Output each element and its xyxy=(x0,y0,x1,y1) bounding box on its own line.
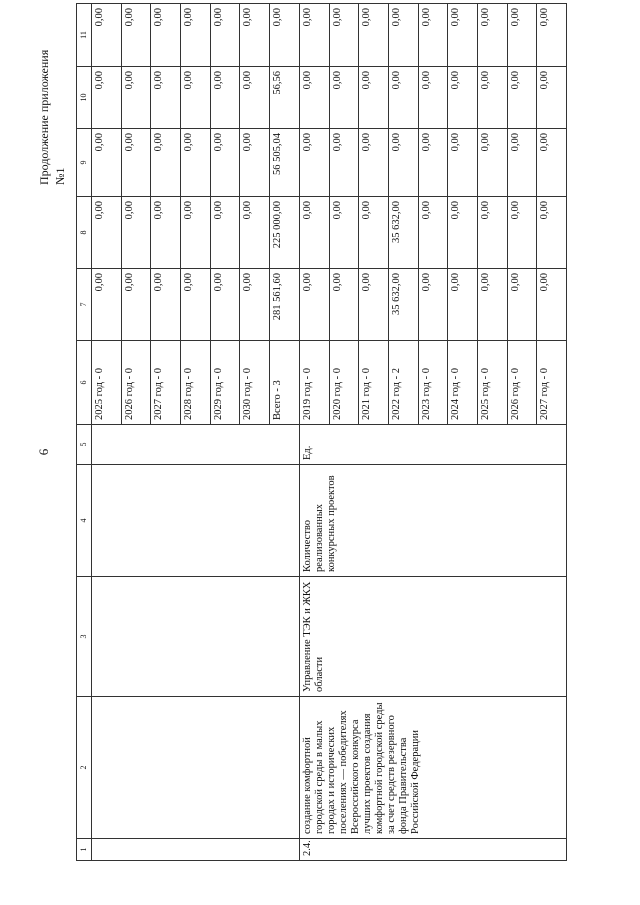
period-cell: 2024 год - 0 xyxy=(448,341,478,425)
value-cell: 0,00 xyxy=(448,4,478,67)
budget-table xyxy=(76,3,567,861)
cell-empty xyxy=(92,697,300,839)
period-cell: 2020 год - 0 xyxy=(329,341,359,425)
value-cell: 0,00 xyxy=(329,197,359,269)
col-header: 8 xyxy=(77,197,92,269)
value-cell: 0,00 xyxy=(151,67,181,129)
value-cell: 0,00 xyxy=(477,269,507,341)
value-cell: 0,00 xyxy=(359,129,389,197)
table-landscape xyxy=(76,8,567,861)
table-container xyxy=(76,8,567,861)
value-cell: 0,00 xyxy=(299,67,329,129)
period-cell: 2027 год - 0 xyxy=(151,341,181,425)
value-cell: 0,00 xyxy=(477,4,507,67)
value-cell: 0,00 xyxy=(507,67,537,129)
value-cell: 0,00 xyxy=(92,197,122,269)
col-header: 2 xyxy=(77,697,92,839)
value-cell: 0,00 xyxy=(537,197,567,269)
value-cell: 0,00 xyxy=(418,269,448,341)
cell-empty xyxy=(92,839,300,861)
value-cell: 0,00 xyxy=(151,4,181,67)
period-cell: 2022 год - 2 xyxy=(388,341,418,425)
value-cell: 0,00 xyxy=(388,4,418,67)
value-cell: 0,00 xyxy=(418,67,448,129)
value-cell: 0,00 xyxy=(210,4,240,67)
value-cell: 0,00 xyxy=(448,67,478,129)
value-cell: 0,00 xyxy=(151,129,181,197)
value-cell: 56,56 xyxy=(270,67,300,129)
value-cell: 0,00 xyxy=(210,269,240,341)
value-cell: 0,00 xyxy=(359,269,389,341)
appendix-title: Продолжение приложения №1 xyxy=(37,49,67,185)
period-cell: 2025 год - 0 xyxy=(92,341,122,425)
value-cell: 281 561,60 xyxy=(270,269,300,341)
value-cell: 0,00 xyxy=(537,269,567,341)
col-header: 3 xyxy=(77,577,92,697)
value-cell: 0,00 xyxy=(210,197,240,269)
value-cell: 0,00 xyxy=(448,129,478,197)
period-cell: 2021 год - 0 xyxy=(359,341,389,425)
value-cell: 0,00 xyxy=(181,4,211,67)
value-cell: 0,00 xyxy=(507,197,537,269)
col-header: 5 xyxy=(77,425,92,465)
value-cell: 0,00 xyxy=(92,129,122,197)
value-cell: 0,00 xyxy=(92,67,122,129)
cell-empty xyxy=(92,577,300,697)
period-cell: 2023 год - 0 xyxy=(418,341,448,425)
period-cell: 2026 год - 0 xyxy=(507,341,537,425)
cell-empty xyxy=(92,425,300,465)
value-cell: 0,00 xyxy=(329,67,359,129)
value-cell: 0,00 xyxy=(240,4,270,67)
value-cell: 0,00 xyxy=(299,197,329,269)
total-period-cell: Всего - 3 xyxy=(270,341,300,425)
value-cell: 0,00 xyxy=(121,4,151,67)
item-executor: Управление ТЭК и ЖКХ области xyxy=(299,577,566,697)
value-cell: 0,00 xyxy=(299,4,329,67)
value-cell: 0,00 xyxy=(121,67,151,129)
col-header: 9 xyxy=(77,129,92,197)
column-number-row xyxy=(77,4,92,861)
value-cell: 225 000,00 xyxy=(270,197,300,269)
value-cell: 35 632,00 xyxy=(388,269,418,341)
table-row xyxy=(92,4,122,861)
period-cell: 2026 год - 0 xyxy=(121,341,151,425)
value-cell: 0,00 xyxy=(388,129,418,197)
value-cell: 0,00 xyxy=(537,4,567,67)
value-cell: 0,00 xyxy=(537,67,567,129)
col-header: 10 xyxy=(77,67,92,129)
value-cell: 0,00 xyxy=(151,269,181,341)
value-cell: 0,00 xyxy=(210,129,240,197)
value-cell: 0,00 xyxy=(477,67,507,129)
value-cell: 0,00 xyxy=(477,129,507,197)
value-cell: 0,00 xyxy=(240,197,270,269)
value-cell: 0,00 xyxy=(121,269,151,341)
value-cell: 0,00 xyxy=(448,197,478,269)
value-cell: 0,00 xyxy=(537,129,567,197)
value-cell: 0,00 xyxy=(418,197,448,269)
value-cell: 0,00 xyxy=(359,197,389,269)
item-unit: Ед. xyxy=(299,425,566,465)
value-cell: 0,00 xyxy=(418,129,448,197)
value-cell: 0,00 xyxy=(121,197,151,269)
period-cell: 2028 год - 0 xyxy=(181,341,211,425)
value-cell: 0,00 xyxy=(448,269,478,341)
value-cell: 0,00 xyxy=(329,129,359,197)
value-cell: 0,00 xyxy=(181,67,211,129)
value-cell: 0,00 xyxy=(329,269,359,341)
value-cell: 0,00 xyxy=(477,197,507,269)
value-cell: 0,00 xyxy=(418,4,448,67)
page-number: 6 xyxy=(36,448,51,456)
value-cell: 0,00 xyxy=(181,269,211,341)
value-cell: 0,00 xyxy=(92,269,122,341)
value-cell: 0,00 xyxy=(507,129,537,197)
value-cell: 0,00 xyxy=(151,197,181,269)
col-header: 6 xyxy=(77,341,92,425)
value-cell: 0,00 xyxy=(181,129,211,197)
period-cell: 2027 год - 0 xyxy=(537,341,567,425)
col-header: 4 xyxy=(77,465,92,577)
value-cell: 0,00 xyxy=(299,129,329,197)
value-cell: 0,00 xyxy=(210,67,240,129)
value-cell: 0,00 xyxy=(359,4,389,67)
value-cell: 0,00 xyxy=(329,4,359,67)
value-cell: 56 505,04 xyxy=(270,129,300,197)
col-header: 11 xyxy=(77,4,92,67)
table-row xyxy=(299,4,329,861)
value-cell: 0,00 xyxy=(240,67,270,129)
period-cell: 2019 год - 0 xyxy=(299,341,329,425)
item-indicator: Количество реализованных конкурсных проектов xyxy=(299,465,566,577)
item-name: создание комфортной городской среды в малых городах и исторических поселениях — победителях Всероссийского конкурса лучших проектов создания комфортной городской среды за счет средств резервного фонда Правительства Российской Федерации xyxy=(299,697,566,839)
value-cell: 35 632,00 xyxy=(388,197,418,269)
value-cell: 0,00 xyxy=(507,4,537,67)
item-number: 2.4. xyxy=(299,839,566,861)
value-cell: 0,00 xyxy=(388,67,418,129)
value-cell: 0,00 xyxy=(181,197,211,269)
col-header: 1 xyxy=(77,839,92,861)
cell-empty xyxy=(92,465,300,577)
value-cell: 0,00 xyxy=(92,4,122,67)
value-cell: 0,00 xyxy=(299,269,329,341)
value-cell: 0,00 xyxy=(359,67,389,129)
value-cell: 0,00 xyxy=(240,269,270,341)
period-cell: 2025 год - 0 xyxy=(477,341,507,425)
value-cell: 0,00 xyxy=(507,269,537,341)
period-cell: 2029 год - 0 xyxy=(210,341,240,425)
value-cell: 0,00 xyxy=(121,129,151,197)
value-cell: 0,00 xyxy=(240,129,270,197)
col-header: 7 xyxy=(77,269,92,341)
value-cell: 0,00 xyxy=(270,4,300,67)
period-cell: 2030 год - 0 xyxy=(240,341,270,425)
